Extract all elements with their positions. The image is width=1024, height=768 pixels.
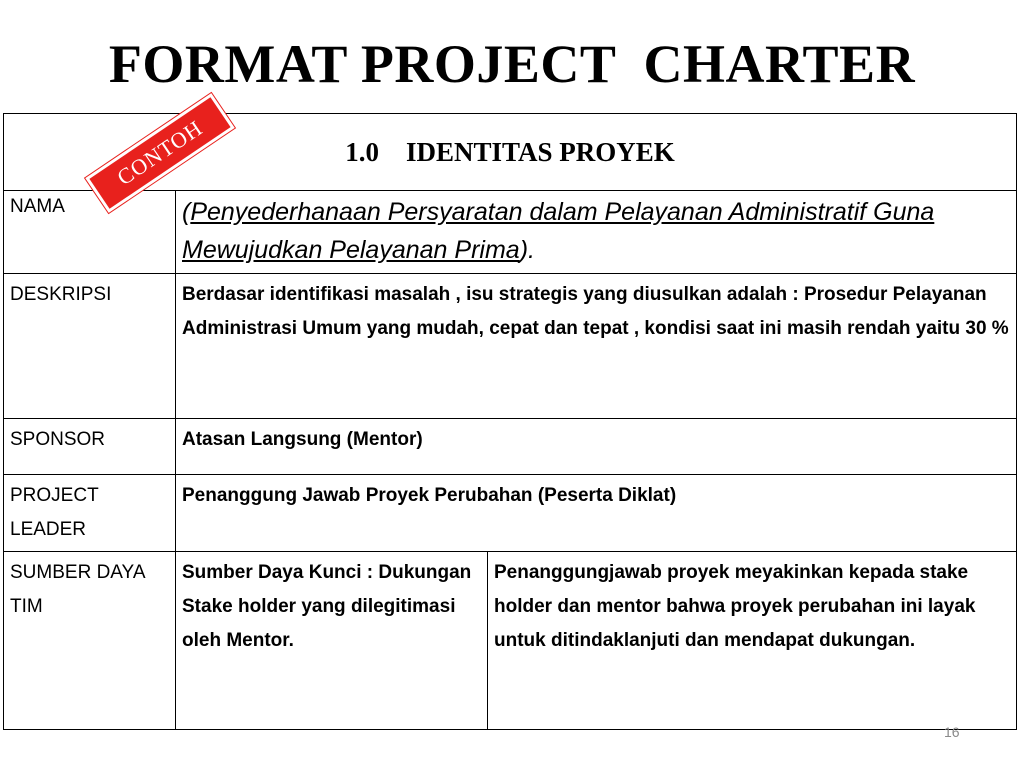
table-row-nama (4, 191, 1017, 274)
nama-close-paren: ). (519, 236, 535, 264)
section-header: 1.0 IDENTITAS PROYEK (4, 114, 1017, 191)
table-row-sumber-daya-tim (4, 552, 1017, 730)
row-value-nama (176, 191, 1017, 274)
row-label-nama: NAMA (4, 191, 176, 274)
row-label-deskripsi: DESKRIPSI (4, 274, 176, 419)
slide-title: FORMAT PROJECT CHARTER (108, 34, 916, 94)
table-row-sponsor (4, 419, 1017, 475)
nama-project-name: Penyederhanaan Persyaratan dalam Pelayanan Administratif Guna Mewujudkan Pelayanan Prima (182, 198, 935, 264)
row-value-penanggungjawab: Penanggungjawab proyek meyakinkan kepada stake holder dan mentor bahwa proyek perubahan ini layak untuk ditindaklanjuti dan mendapat dukungan. (488, 552, 1017, 730)
table-row-deskripsi (4, 274, 1017, 419)
page-number: 16 (944, 724, 960, 740)
row-value-deskripsi: Berdasar identifikasi masalah , isu strategis yang diusulkan adalah : Prosedur Pelayanan Administrasi Umum yang mudah, cepat dan tepat , kondisi saat ini masih rendah yaitu 30 % (176, 274, 1017, 419)
row-label-sponsor: SPONSOR (4, 419, 176, 475)
contoh-stamp: CONTOH (85, 93, 234, 213)
nama-open-paren: ( (182, 198, 191, 226)
project-charter-table (3, 113, 1017, 730)
row-label-project-leader: PROJECT LEADER (4, 475, 176, 552)
row-label-sumber-daya-tim: SUMBER DAYA TIM (4, 552, 176, 730)
row-value-sponsor: Atasan Langsung (Mentor) (176, 419, 1017, 475)
table-row-project-leader (4, 475, 1017, 552)
row-value-project-leader: Penanggung Jawab Proyek Perubahan (Peserta Diklat) (176, 475, 1017, 552)
row-value-sumber-daya-kunci: Sumber Daya Kunci : Dukungan Stake holder yang dilegitimasi oleh Mentor. (176, 552, 488, 730)
